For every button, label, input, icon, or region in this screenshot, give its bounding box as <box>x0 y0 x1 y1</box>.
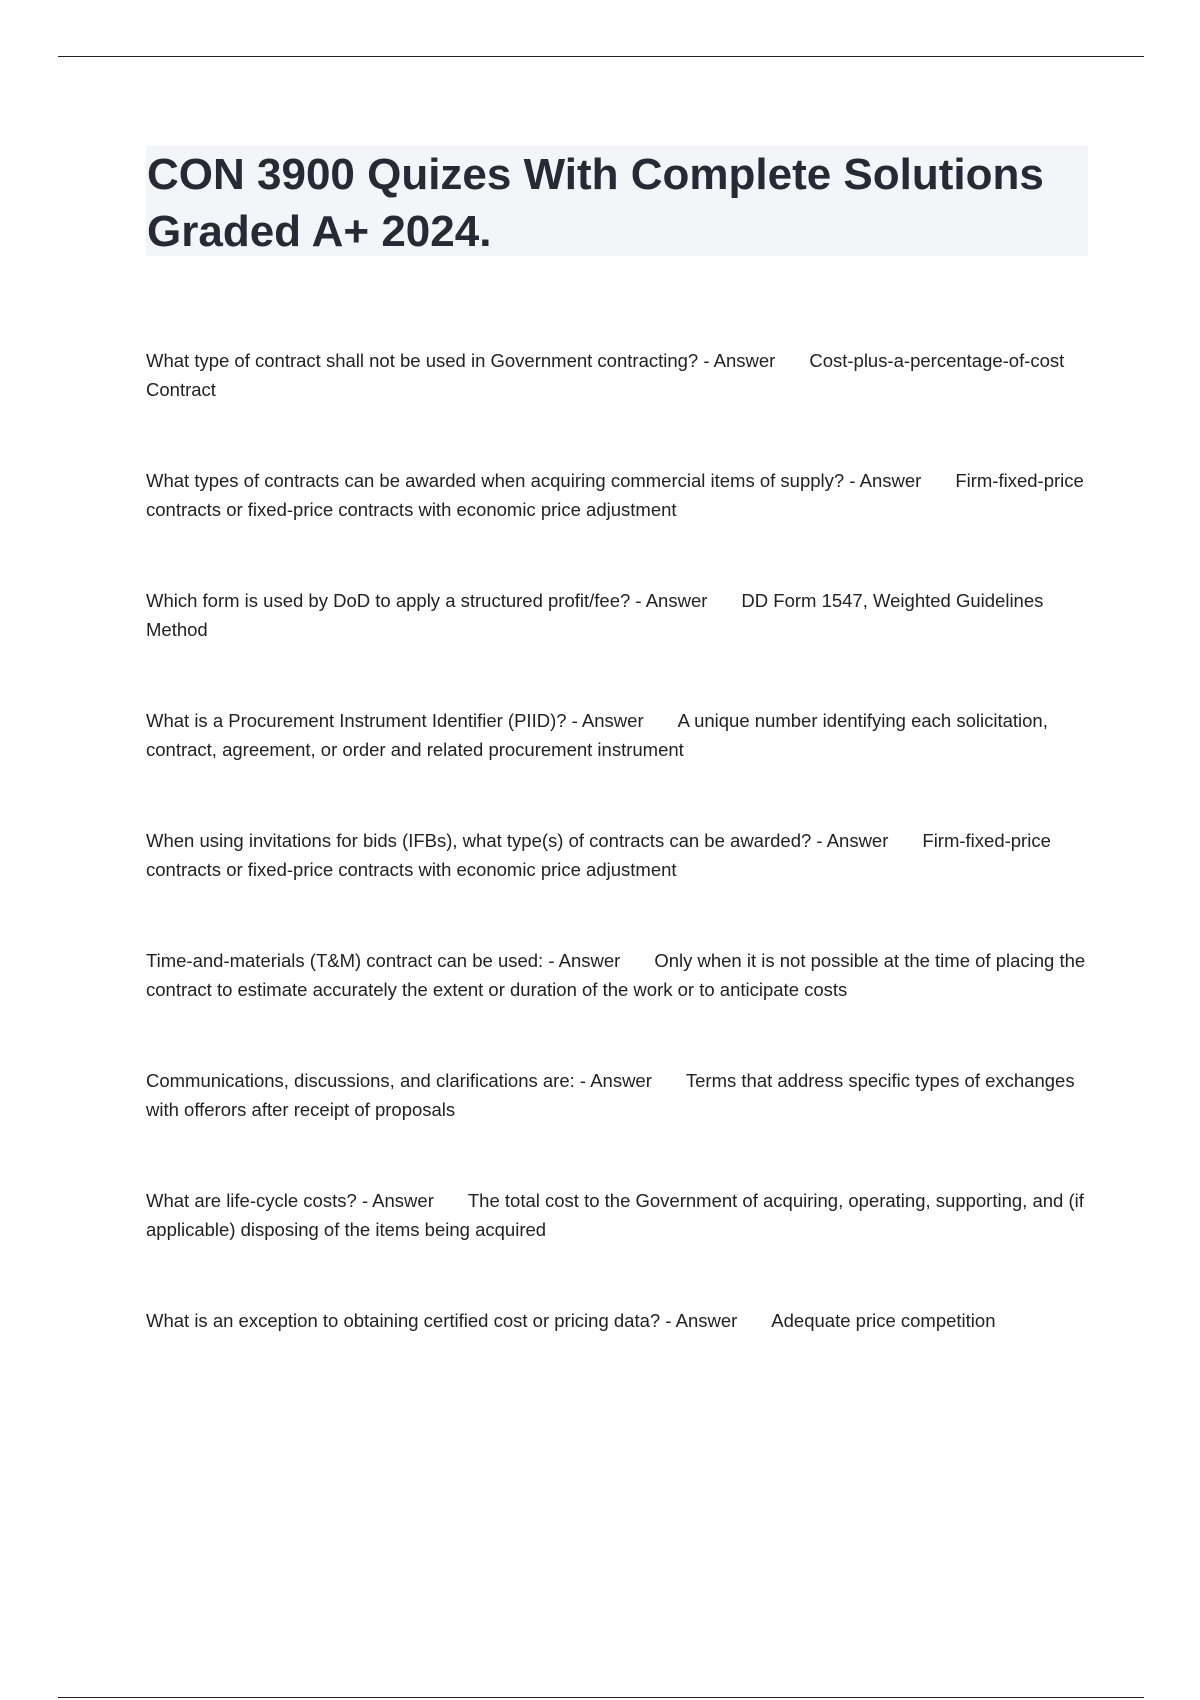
page-title: CON 3900 Quizes With Complete Solutions Graded A+ 2024. <box>147 150 1044 256</box>
qa-item <box>146 1306 1086 1426</box>
qa-item <box>146 346 1086 466</box>
qa-item <box>146 1066 1086 1186</box>
qa-answer: Cost-plus-a-percentage-of-cost Contract <box>146 350 1065 400</box>
qa-question: What is a Procurement Instrument Identifier (PIID)? - Answer <box>146 710 644 731</box>
qa-answer: The total cost to the Government of acquiring, operating, supporting, and (if applicable) disposing of the items being acquired <box>146 1190 1084 1240</box>
qa-item <box>146 706 1086 826</box>
qa-answer: Terms that address specific types of exchanges with offerors after receipt of proposals <box>146 1070 1075 1120</box>
qa-question: What type of contract shall not be used in Government contracting? - Answer <box>146 350 776 371</box>
qa-item <box>146 946 1086 1066</box>
qa-item <box>146 466 1086 586</box>
qa-question: Time-and-materials (T&M) contract can be used: - Answer <box>146 950 621 971</box>
bottom-rule <box>58 1697 1144 1698</box>
qa-answer: Firm-fixed-price contracts or fixed-price contracts with economic price adjustment <box>146 470 1084 520</box>
qa-answer: A unique number identifying each solicitation, contract, agreement, or order and related procurement instrument <box>146 710 1048 760</box>
qa-answer: Only when it is not possible at the time of placing the contract to estimate accurately the extent or duration of the work or to anticipate costs <box>146 950 1086 1000</box>
qa-question: When using invitations for bids (IFBs), what type(s) of contracts can be awarded? - Answer <box>146 830 889 851</box>
qa-answer: DD Form 1547, Weighted Guidelines Method <box>146 590 1044 640</box>
qa-question: What is an exception to obtaining certified cost or pricing data? - Answer <box>146 1310 738 1331</box>
qa-question: Which form is used by DoD to apply a structured profit/fee? - Answer <box>146 590 708 611</box>
qa-question: Communications, discussions, and clarifications are: - Answer <box>146 1070 652 1091</box>
top-rule <box>58 56 1144 57</box>
title-banner <box>146 146 1088 256</box>
qa-item <box>146 1186 1086 1306</box>
qa-question: What types of contracts can be awarded when acquiring commercial items of supply? - Answer <box>146 470 922 491</box>
qa-item <box>146 826 1086 946</box>
qa-question: What are life-cycle costs? - Answer <box>146 1190 434 1211</box>
qa-answer: Firm-fixed-price contracts or fixed-price contracts with economic price adjustment <box>146 830 1051 880</box>
qa-answer: Adequate price competition <box>771 1310 996 1331</box>
qa-list <box>146 346 1086 1426</box>
qa-item <box>146 586 1086 706</box>
